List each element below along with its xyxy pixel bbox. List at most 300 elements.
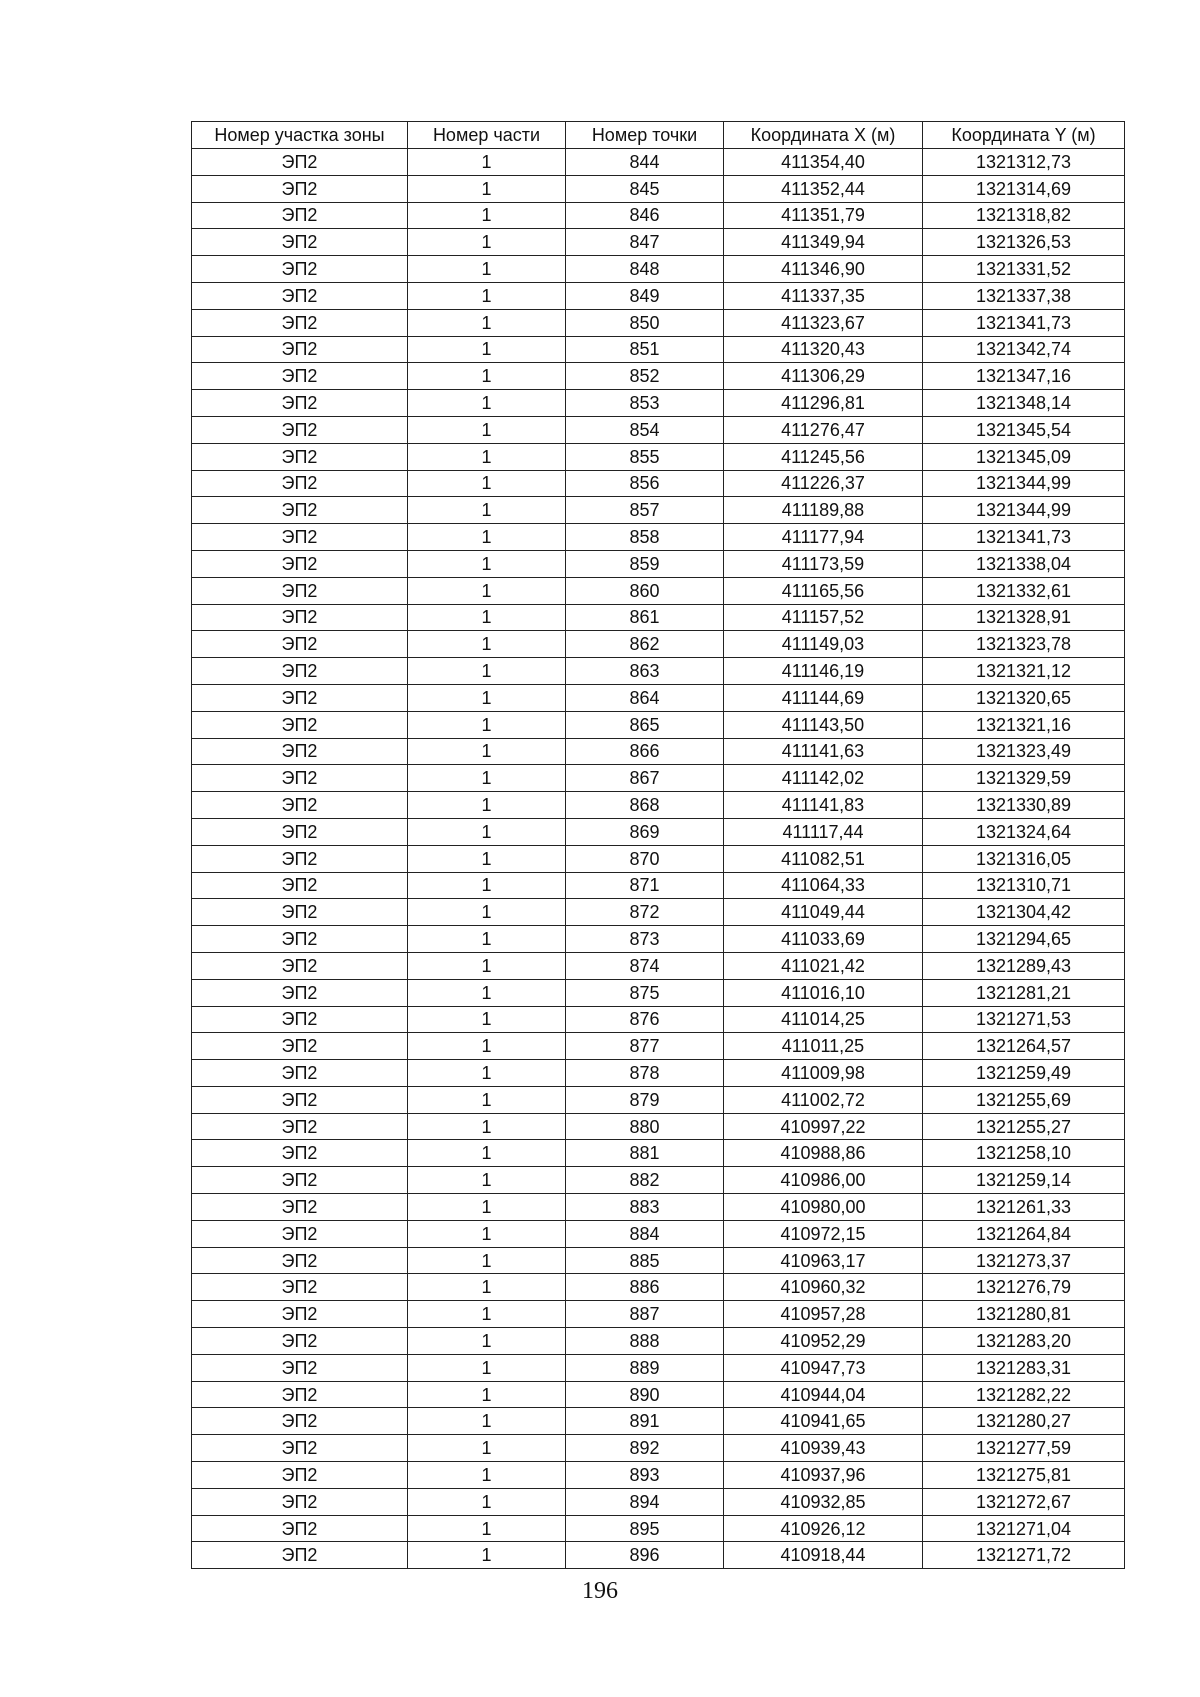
cell-zone-section: ЭП2 bbox=[192, 363, 408, 390]
cell-coordinate-x: 411276,47 bbox=[724, 416, 923, 443]
cell-coordinate-y: 1321264,84 bbox=[923, 1220, 1125, 1247]
cell-coordinate-y: 1321329,59 bbox=[923, 765, 1125, 792]
cell-zone-section: ЭП2 bbox=[192, 1194, 408, 1221]
cell-zone-section: ЭП2 bbox=[192, 175, 408, 202]
header-coordinate-x: Координата X (м) bbox=[724, 122, 923, 149]
cell-point-number: 861 bbox=[566, 604, 724, 631]
cell-part-number: 1 bbox=[408, 577, 566, 604]
cell-zone-section: ЭП2 bbox=[192, 1408, 408, 1435]
table-row bbox=[192, 926, 1125, 953]
cell-coordinate-x: 411245,56 bbox=[724, 443, 923, 470]
cell-coordinate-x: 410944,04 bbox=[724, 1381, 923, 1408]
cell-part-number: 1 bbox=[408, 1435, 566, 1462]
cell-point-number: 878 bbox=[566, 1060, 724, 1087]
cell-part-number: 1 bbox=[408, 1328, 566, 1355]
cell-coordinate-x: 411021,42 bbox=[724, 952, 923, 979]
cell-zone-section: ЭП2 bbox=[192, 1167, 408, 1194]
cell-coordinate-x: 411354,40 bbox=[724, 149, 923, 176]
cell-zone-section: ЭП2 bbox=[192, 1328, 408, 1355]
cell-point-number: 870 bbox=[566, 845, 724, 872]
cell-zone-section: ЭП2 bbox=[192, 1435, 408, 1462]
cell-coordinate-y: 1321259,49 bbox=[923, 1060, 1125, 1087]
coordinates-table bbox=[191, 121, 1125, 1569]
cell-zone-section: ЭП2 bbox=[192, 604, 408, 631]
cell-coordinate-y: 1321310,71 bbox=[923, 872, 1125, 899]
cell-point-number: 887 bbox=[566, 1301, 724, 1328]
cell-coordinate-y: 1321345,09 bbox=[923, 443, 1125, 470]
cell-coordinate-x: 411014,25 bbox=[724, 1006, 923, 1033]
cell-coordinate-x: 411337,35 bbox=[724, 282, 923, 309]
cell-point-number: 852 bbox=[566, 363, 724, 390]
cell-part-number: 1 bbox=[408, 416, 566, 443]
cell-point-number: 892 bbox=[566, 1435, 724, 1462]
cell-coordinate-x: 410963,17 bbox=[724, 1247, 923, 1274]
cell-zone-section: ЭП2 bbox=[192, 979, 408, 1006]
cell-coordinate-x: 411141,83 bbox=[724, 792, 923, 819]
cell-point-number: 853 bbox=[566, 390, 724, 417]
cell-coordinate-x: 410926,12 bbox=[724, 1515, 923, 1542]
cell-part-number: 1 bbox=[408, 149, 566, 176]
cell-coordinate-y: 1321330,89 bbox=[923, 792, 1125, 819]
cell-coordinate-x: 411296,81 bbox=[724, 390, 923, 417]
table-row bbox=[192, 738, 1125, 765]
cell-zone-section: ЭП2 bbox=[192, 577, 408, 604]
cell-coordinate-y: 1321271,72 bbox=[923, 1542, 1125, 1569]
cell-part-number: 1 bbox=[408, 336, 566, 363]
table-row bbox=[192, 872, 1125, 899]
cell-coordinate-x: 411064,33 bbox=[724, 872, 923, 899]
cell-coordinate-y: 1321275,81 bbox=[923, 1462, 1125, 1489]
cell-zone-section: ЭП2 bbox=[192, 470, 408, 497]
cell-part-number: 1 bbox=[408, 524, 566, 551]
table-row bbox=[192, 577, 1125, 604]
cell-coordinate-y: 1321273,37 bbox=[923, 1247, 1125, 1274]
cell-coordinate-x: 411352,44 bbox=[724, 175, 923, 202]
cell-zone-section: ЭП2 bbox=[192, 1247, 408, 1274]
cell-zone-section: ЭП2 bbox=[192, 309, 408, 336]
cell-coordinate-x: 411177,94 bbox=[724, 524, 923, 551]
cell-part-number: 1 bbox=[408, 952, 566, 979]
table-row bbox=[192, 818, 1125, 845]
cell-part-number: 1 bbox=[408, 1220, 566, 1247]
cell-coordinate-y: 1321332,61 bbox=[923, 577, 1125, 604]
cell-coordinate-x: 411142,02 bbox=[724, 765, 923, 792]
table-row bbox=[192, 1220, 1125, 1247]
cell-zone-section: ЭП2 bbox=[192, 202, 408, 229]
cell-zone-section: ЭП2 bbox=[192, 229, 408, 256]
table-row bbox=[192, 684, 1125, 711]
cell-part-number: 1 bbox=[408, 1301, 566, 1328]
cell-part-number: 1 bbox=[408, 1381, 566, 1408]
cell-coordinate-x: 410988,86 bbox=[724, 1140, 923, 1167]
cell-coordinate-y: 1321259,14 bbox=[923, 1167, 1125, 1194]
cell-point-number: 864 bbox=[566, 684, 724, 711]
cell-part-number: 1 bbox=[408, 175, 566, 202]
cell-part-number: 1 bbox=[408, 256, 566, 283]
cell-zone-section: ЭП2 bbox=[192, 282, 408, 309]
cell-zone-section: ЭП2 bbox=[192, 443, 408, 470]
cell-zone-section: ЭП2 bbox=[192, 845, 408, 872]
cell-point-number: 868 bbox=[566, 792, 724, 819]
table-row bbox=[192, 658, 1125, 685]
cell-zone-section: ЭП2 bbox=[192, 1274, 408, 1301]
cell-coordinate-y: 1321276,79 bbox=[923, 1274, 1125, 1301]
table-row bbox=[192, 256, 1125, 283]
cell-coordinate-y: 1321321,16 bbox=[923, 711, 1125, 738]
cell-point-number: 888 bbox=[566, 1328, 724, 1355]
table-row bbox=[192, 1381, 1125, 1408]
table-row bbox=[192, 1247, 1125, 1274]
cell-part-number: 1 bbox=[408, 1462, 566, 1489]
cell-coordinate-x: 411009,98 bbox=[724, 1060, 923, 1087]
cell-part-number: 1 bbox=[408, 658, 566, 685]
cell-point-number: 872 bbox=[566, 899, 724, 926]
cell-coordinate-y: 1321283,31 bbox=[923, 1354, 1125, 1381]
cell-zone-section: ЭП2 bbox=[192, 524, 408, 551]
cell-point-number: 876 bbox=[566, 1006, 724, 1033]
cell-coordinate-x: 410947,73 bbox=[724, 1354, 923, 1381]
cell-part-number: 1 bbox=[408, 765, 566, 792]
cell-point-number: 885 bbox=[566, 1247, 724, 1274]
table-row bbox=[192, 899, 1125, 926]
cell-coordinate-y: 1321345,54 bbox=[923, 416, 1125, 443]
header-part-number: Номер части bbox=[408, 122, 566, 149]
cell-point-number: 867 bbox=[566, 765, 724, 792]
cell-part-number: 1 bbox=[408, 1542, 566, 1569]
table-row bbox=[192, 550, 1125, 577]
cell-coordinate-x: 410932,85 bbox=[724, 1488, 923, 1515]
cell-coordinate-y: 1321344,99 bbox=[923, 497, 1125, 524]
table-row bbox=[192, 416, 1125, 443]
cell-point-number: 889 bbox=[566, 1354, 724, 1381]
cell-coordinate-y: 1321280,81 bbox=[923, 1301, 1125, 1328]
cell-point-number: 873 bbox=[566, 926, 724, 953]
table-row bbox=[192, 524, 1125, 551]
cell-coordinate-y: 1321323,78 bbox=[923, 631, 1125, 658]
cell-zone-section: ЭП2 bbox=[192, 1060, 408, 1087]
cell-coordinate-y: 1321280,27 bbox=[923, 1408, 1125, 1435]
cell-coordinate-x: 410952,29 bbox=[724, 1328, 923, 1355]
cell-part-number: 1 bbox=[408, 926, 566, 953]
table-row bbox=[192, 1515, 1125, 1542]
cell-point-number: 865 bbox=[566, 711, 724, 738]
cell-coordinate-y: 1321264,57 bbox=[923, 1033, 1125, 1060]
cell-coordinate-x: 410939,43 bbox=[724, 1435, 923, 1462]
cell-point-number: 845 bbox=[566, 175, 724, 202]
cell-part-number: 1 bbox=[408, 202, 566, 229]
cell-coordinate-y: 1321312,73 bbox=[923, 149, 1125, 176]
cell-coordinate-y: 1321261,33 bbox=[923, 1194, 1125, 1221]
cell-coordinate-x: 411351,79 bbox=[724, 202, 923, 229]
cell-point-number: 893 bbox=[566, 1462, 724, 1489]
cell-point-number: 891 bbox=[566, 1408, 724, 1435]
cell-zone-section: ЭП2 bbox=[192, 658, 408, 685]
cell-part-number: 1 bbox=[408, 872, 566, 899]
cell-coordinate-x: 411165,56 bbox=[724, 577, 923, 604]
table-row bbox=[192, 979, 1125, 1006]
cell-point-number: 859 bbox=[566, 550, 724, 577]
cell-point-number: 866 bbox=[566, 738, 724, 765]
cell-zone-section: ЭП2 bbox=[192, 550, 408, 577]
cell-coordinate-y: 1321347,16 bbox=[923, 363, 1125, 390]
cell-zone-section: ЭП2 bbox=[192, 1220, 408, 1247]
cell-zone-section: ЭП2 bbox=[192, 497, 408, 524]
cell-zone-section: ЭП2 bbox=[192, 1301, 408, 1328]
cell-point-number: 883 bbox=[566, 1194, 724, 1221]
cell-part-number: 1 bbox=[408, 309, 566, 336]
cell-coordinate-y: 1321326,53 bbox=[923, 229, 1125, 256]
cell-part-number: 1 bbox=[408, 390, 566, 417]
cell-part-number: 1 bbox=[408, 711, 566, 738]
cell-coordinate-y: 1321320,65 bbox=[923, 684, 1125, 711]
table-row bbox=[192, 765, 1125, 792]
cell-point-number: 854 bbox=[566, 416, 724, 443]
cell-coordinate-y: 1321272,67 bbox=[923, 1488, 1125, 1515]
cell-coordinate-x: 410918,44 bbox=[724, 1542, 923, 1569]
cell-zone-section: ЭП2 bbox=[192, 1462, 408, 1489]
cell-coordinate-x: 411149,03 bbox=[724, 631, 923, 658]
cell-point-number: 895 bbox=[566, 1515, 724, 1542]
cell-zone-section: ЭП2 bbox=[192, 952, 408, 979]
cell-part-number: 1 bbox=[408, 1408, 566, 1435]
cell-coordinate-y: 1321314,69 bbox=[923, 175, 1125, 202]
cell-part-number: 1 bbox=[408, 550, 566, 577]
cell-part-number: 1 bbox=[408, 1113, 566, 1140]
cell-coordinate-x: 411143,50 bbox=[724, 711, 923, 738]
cell-coordinate-y: 1321338,04 bbox=[923, 550, 1125, 577]
page-number: 196 bbox=[582, 1578, 618, 1604]
cell-zone-section: ЭП2 bbox=[192, 818, 408, 845]
cell-coordinate-x: 410986,00 bbox=[724, 1167, 923, 1194]
header-coordinate-y: Координата Y (м) bbox=[923, 122, 1125, 149]
cell-coordinate-x: 410937,96 bbox=[724, 1462, 923, 1489]
table-row bbox=[192, 1488, 1125, 1515]
cell-point-number: 894 bbox=[566, 1488, 724, 1515]
header-zone-section: Номер участка зоны bbox=[192, 122, 408, 149]
cell-coordinate-x: 411346,90 bbox=[724, 256, 923, 283]
cell-coordinate-x: 411011,25 bbox=[724, 1033, 923, 1060]
cell-part-number: 1 bbox=[408, 1033, 566, 1060]
cell-coordinate-y: 1321282,22 bbox=[923, 1381, 1125, 1408]
cell-point-number: 886 bbox=[566, 1274, 724, 1301]
table-row bbox=[192, 363, 1125, 390]
cell-coordinate-x: 411320,43 bbox=[724, 336, 923, 363]
cell-coordinate-y: 1321294,65 bbox=[923, 926, 1125, 953]
cell-part-number: 1 bbox=[408, 845, 566, 872]
table-header-row bbox=[192, 122, 1125, 149]
cell-coordinate-x: 411117,44 bbox=[724, 818, 923, 845]
cell-coordinate-y: 1321289,43 bbox=[923, 952, 1125, 979]
cell-zone-section: ЭП2 bbox=[192, 1006, 408, 1033]
cell-coordinate-y: 1321318,82 bbox=[923, 202, 1125, 229]
cell-point-number: 874 bbox=[566, 952, 724, 979]
cell-zone-section: ЭП2 bbox=[192, 390, 408, 417]
cell-point-number: 877 bbox=[566, 1033, 724, 1060]
cell-point-number: 846 bbox=[566, 202, 724, 229]
table-row bbox=[192, 952, 1125, 979]
cell-part-number: 1 bbox=[408, 979, 566, 1006]
table-row bbox=[192, 1274, 1125, 1301]
cell-part-number: 1 bbox=[408, 792, 566, 819]
cell-zone-section: ЭП2 bbox=[192, 1086, 408, 1113]
cell-coordinate-x: 411323,67 bbox=[724, 309, 923, 336]
cell-zone-section: ЭП2 bbox=[192, 416, 408, 443]
cell-part-number: 1 bbox=[408, 282, 566, 309]
table-row bbox=[192, 845, 1125, 872]
cell-coordinate-y: 1321323,49 bbox=[923, 738, 1125, 765]
cell-coordinate-y: 1321258,10 bbox=[923, 1140, 1125, 1167]
cell-part-number: 1 bbox=[408, 1086, 566, 1113]
table-row bbox=[192, 631, 1125, 658]
table-row bbox=[192, 282, 1125, 309]
cell-coordinate-x: 411349,94 bbox=[724, 229, 923, 256]
cell-part-number: 1 bbox=[408, 738, 566, 765]
cell-coordinate-y: 1321344,99 bbox=[923, 470, 1125, 497]
cell-coordinate-x: 411306,29 bbox=[724, 363, 923, 390]
table-row bbox=[192, 175, 1125, 202]
cell-point-number: 896 bbox=[566, 1542, 724, 1569]
table-row bbox=[192, 309, 1125, 336]
cell-point-number: 848 bbox=[566, 256, 724, 283]
table-row bbox=[192, 497, 1125, 524]
cell-coordinate-x: 411002,72 bbox=[724, 1086, 923, 1113]
cell-part-number: 1 bbox=[408, 818, 566, 845]
cell-point-number: 890 bbox=[566, 1381, 724, 1408]
cell-zone-section: ЭП2 bbox=[192, 1542, 408, 1569]
cell-point-number: 882 bbox=[566, 1167, 724, 1194]
cell-point-number: 857 bbox=[566, 497, 724, 524]
cell-point-number: 847 bbox=[566, 229, 724, 256]
cell-coordinate-x: 411146,19 bbox=[724, 658, 923, 685]
table-row bbox=[192, 470, 1125, 497]
cell-zone-section: ЭП2 bbox=[192, 711, 408, 738]
cell-point-number: 858 bbox=[566, 524, 724, 551]
cell-part-number: 1 bbox=[408, 363, 566, 390]
cell-coordinate-y: 1321328,91 bbox=[923, 604, 1125, 631]
cell-zone-section: ЭП2 bbox=[192, 684, 408, 711]
cell-coordinate-x: 411226,37 bbox=[724, 470, 923, 497]
table-row bbox=[192, 792, 1125, 819]
table-row bbox=[192, 604, 1125, 631]
cell-point-number: 884 bbox=[566, 1220, 724, 1247]
cell-point-number: 881 bbox=[566, 1140, 724, 1167]
cell-part-number: 1 bbox=[408, 899, 566, 926]
cell-zone-section: ЭП2 bbox=[192, 738, 408, 765]
cell-coordinate-y: 1321255,27 bbox=[923, 1113, 1125, 1140]
cell-part-number: 1 bbox=[408, 1247, 566, 1274]
cell-coordinate-x: 410941,65 bbox=[724, 1408, 923, 1435]
cell-coordinate-x: 411016,10 bbox=[724, 979, 923, 1006]
cell-coordinate-x: 411144,69 bbox=[724, 684, 923, 711]
cell-point-number: 879 bbox=[566, 1086, 724, 1113]
cell-part-number: 1 bbox=[408, 1167, 566, 1194]
table-row bbox=[192, 1301, 1125, 1328]
cell-part-number: 1 bbox=[408, 684, 566, 711]
cell-coordinate-x: 411141,63 bbox=[724, 738, 923, 765]
table-row bbox=[192, 1194, 1125, 1221]
cell-zone-section: ЭП2 bbox=[192, 1381, 408, 1408]
cell-part-number: 1 bbox=[408, 497, 566, 524]
cell-point-number: 863 bbox=[566, 658, 724, 685]
table-row bbox=[192, 1462, 1125, 1489]
cell-zone-section: ЭП2 bbox=[192, 336, 408, 363]
table-row bbox=[192, 1328, 1125, 1355]
cell-coordinate-y: 1321337,38 bbox=[923, 282, 1125, 309]
cell-point-number: 880 bbox=[566, 1113, 724, 1140]
cell-coordinate-x: 411049,44 bbox=[724, 899, 923, 926]
cell-zone-section: ЭП2 bbox=[192, 926, 408, 953]
cell-part-number: 1 bbox=[408, 1006, 566, 1033]
table-row bbox=[192, 229, 1125, 256]
cell-part-number: 1 bbox=[408, 1060, 566, 1087]
cell-coordinate-y: 1321342,74 bbox=[923, 336, 1125, 363]
cell-part-number: 1 bbox=[408, 1515, 566, 1542]
cell-coordinate-x: 410980,00 bbox=[724, 1194, 923, 1221]
cell-point-number: 869 bbox=[566, 818, 724, 845]
cell-point-number: 862 bbox=[566, 631, 724, 658]
cell-coordinate-y: 1321341,73 bbox=[923, 309, 1125, 336]
cell-part-number: 1 bbox=[408, 1274, 566, 1301]
cell-part-number: 1 bbox=[408, 1488, 566, 1515]
table-row bbox=[192, 443, 1125, 470]
table-row bbox=[192, 1113, 1125, 1140]
table-row bbox=[192, 1167, 1125, 1194]
table-row bbox=[192, 1435, 1125, 1462]
cell-zone-section: ЭП2 bbox=[192, 631, 408, 658]
cell-point-number: 844 bbox=[566, 149, 724, 176]
cell-point-number: 860 bbox=[566, 577, 724, 604]
cell-part-number: 1 bbox=[408, 470, 566, 497]
cell-point-number: 855 bbox=[566, 443, 724, 470]
table-row bbox=[192, 1060, 1125, 1087]
cell-coordinate-y: 1321341,73 bbox=[923, 524, 1125, 551]
cell-zone-section: ЭП2 bbox=[192, 1488, 408, 1515]
cell-part-number: 1 bbox=[408, 1354, 566, 1381]
cell-point-number: 856 bbox=[566, 470, 724, 497]
cell-point-number: 849 bbox=[566, 282, 724, 309]
cell-part-number: 1 bbox=[408, 604, 566, 631]
table-row bbox=[192, 711, 1125, 738]
cell-point-number: 871 bbox=[566, 872, 724, 899]
table-row bbox=[192, 1354, 1125, 1381]
cell-coordinate-x: 411033,69 bbox=[724, 926, 923, 953]
cell-zone-section: ЭП2 bbox=[192, 1140, 408, 1167]
cell-coordinate-y: 1321283,20 bbox=[923, 1328, 1125, 1355]
table-row bbox=[192, 1033, 1125, 1060]
cell-coordinate-y: 1321324,64 bbox=[923, 818, 1125, 845]
table-row bbox=[192, 1542, 1125, 1569]
cell-coordinate-y: 1321316,05 bbox=[923, 845, 1125, 872]
cell-zone-section: ЭП2 bbox=[192, 872, 408, 899]
table-row bbox=[192, 1140, 1125, 1167]
cell-coordinate-y: 1321255,69 bbox=[923, 1086, 1125, 1113]
cell-point-number: 875 bbox=[566, 979, 724, 1006]
cell-coordinate-y: 1321348,14 bbox=[923, 390, 1125, 417]
cell-coordinate-y: 1321321,12 bbox=[923, 658, 1125, 685]
table-row bbox=[192, 1006, 1125, 1033]
cell-zone-section: ЭП2 bbox=[192, 765, 408, 792]
cell-coordinate-y: 1321271,04 bbox=[923, 1515, 1125, 1542]
table-row bbox=[192, 1408, 1125, 1435]
cell-coordinate-y: 1321281,21 bbox=[923, 979, 1125, 1006]
cell-zone-section: ЭП2 bbox=[192, 256, 408, 283]
cell-part-number: 1 bbox=[408, 631, 566, 658]
cell-part-number: 1 bbox=[408, 229, 566, 256]
cell-coordinate-x: 411157,52 bbox=[724, 604, 923, 631]
cell-coordinate-x: 411189,88 bbox=[724, 497, 923, 524]
cell-point-number: 851 bbox=[566, 336, 724, 363]
cell-coordinate-y: 1321271,53 bbox=[923, 1006, 1125, 1033]
